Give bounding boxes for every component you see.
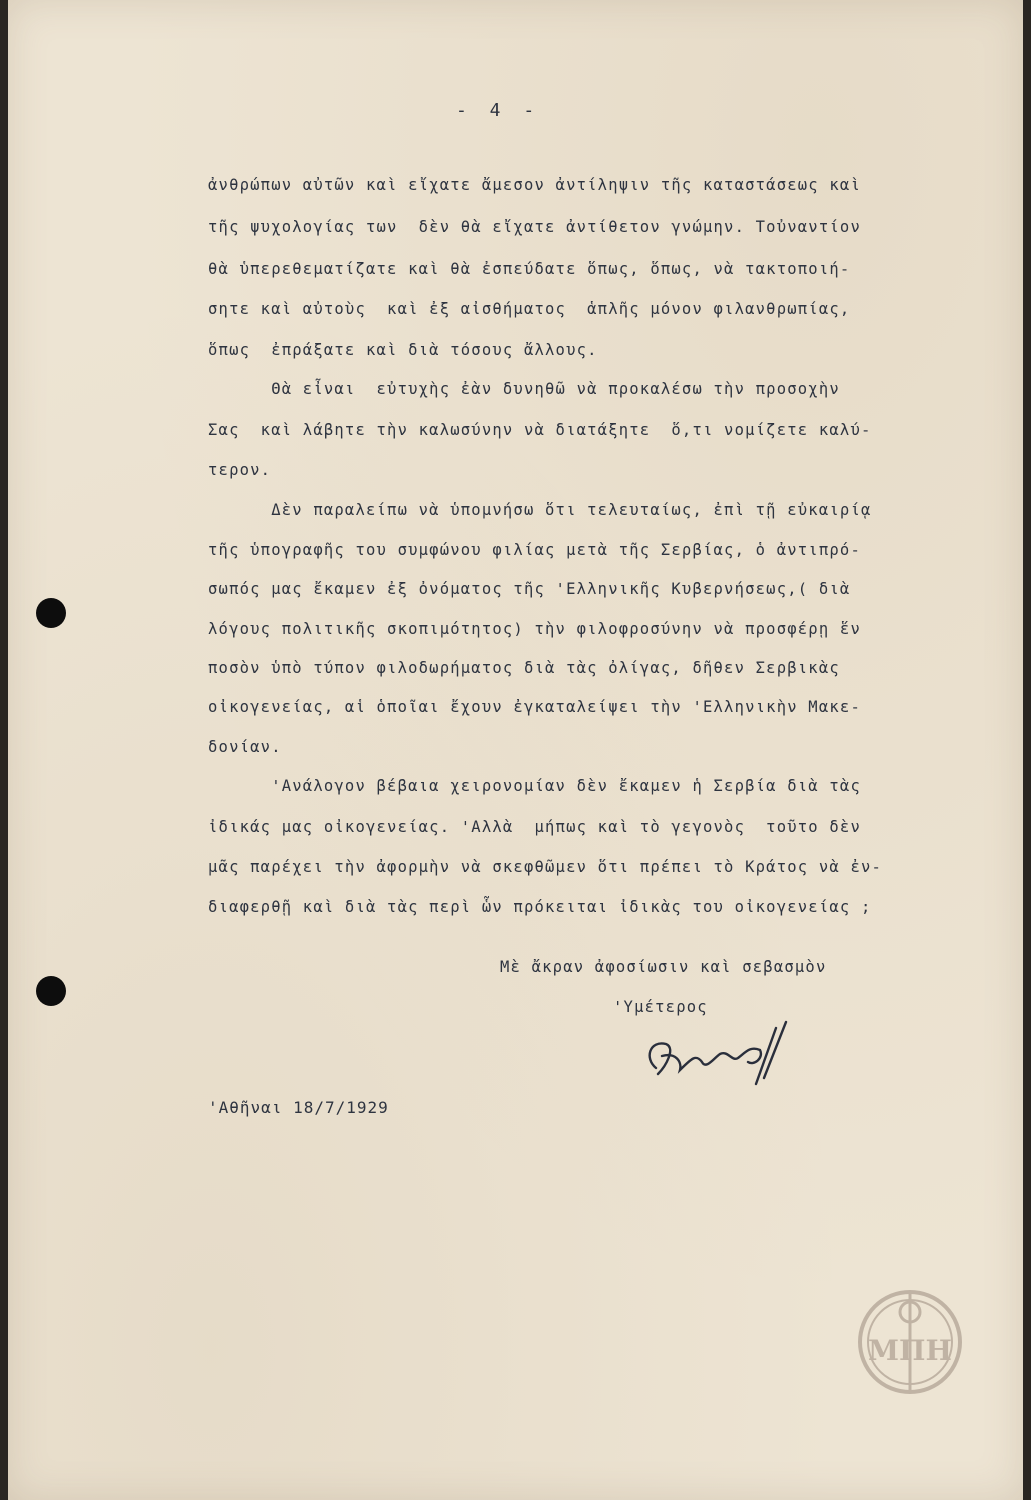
svg-text:ΜΠΗ: ΜΠΗ [868,1334,952,1367]
page-number: - 4 - [456,100,541,121]
body-line: ποσὸν ὑπὸ τύπον φιλοδωρήματος διὰ τὰς ὀλίγας, δῆθεν Σερβικὰς [208,659,840,677]
date-line: 'Αθῆναι 18/7/1929 [208,1098,389,1117]
body-line: διαφερθῇ καὶ διὰ τὰς περὶ ὧν πρόκειται ἰδικὰς του οἰκογενείας ; [208,898,872,916]
closing-salutation: Μὲ ἄκραν ἀφοσίωσιν καὶ σεβασμὸν [500,958,827,976]
body-line: Δὲν παραλείπω νὰ ὑπομνήσω ὅτι τελευταίως, ἐπὶ τῇ εὐκαιρίᾳ [208,501,872,519]
body-line: λόγους πολιτικῆς σκοπιμότητος) τὴν φιλοφροσύνην νὰ προσφέρῃ ἕν [208,620,861,638]
body-line: ἰδικάς μας οἰκογενείας. 'Αλλὰ μήπως καὶ τὸ γεγονὸς τοῦτο δὲν [208,818,861,836]
document-page [8,0,1023,1500]
archive-seal-stamp [856,1288,964,1396]
body-line: 'Ανάλογον βέβαια χειρονομίαν δὲν ἔκαμεν ἡ Σερβία διὰ τὰς [208,777,861,795]
body-line: Θὰ εἶναι εὐτυχὴς ἐὰν δυνηθῶ νὰ προκαλέσω τὴν προσοχὴν [208,380,840,398]
body-line: τῆς ὑπογραφῆς του συμφώνου φιλίας μετὰ τῆς Σερβίας, ὁ ἀντιπρό- [208,541,861,559]
body-line: μᾶς παρέχει τὴν ἀφορμὴν νὰ σκεφθῶμεν ὅτι πρέπει τὸ Κράτος νὰ ἐν- [208,858,883,876]
body-line: τῆς ψυχολογίας των δὲν θὰ εἴχατε ἀντίθετον γνώμην. Τοὐναντίον [208,218,861,236]
body-line: σητε καὶ αὐτοὺς καὶ ἐξ αἰσθήματος ἁπλῆς μόνον φιλανθρωπίας, [208,300,851,318]
body-line: σωπός μας ἔκαμεν ἐξ ὀνόματος τῆς 'Ελληνικῆς Κυβερνήσεως,( διὰ [208,580,851,598]
body-line: τερον. [208,461,272,479]
punch-hole-bottom [36,976,66,1006]
body-line: δονίαν. [208,738,282,756]
body-line: Σας καὶ λάβητε τὴν καλωσύνην νὰ διατάξητε ὅ,τι νομίζετε καλύ- [208,421,872,439]
punch-hole-top [36,598,66,628]
body-line: οἰκογενείας, αἱ ὁποῖαι ἔχουν ἐγκαταλείψει τὴν 'Ελληνικὴν Μακε- [208,698,861,716]
body-line: ὅπως ἐπράξατε καὶ διὰ τόσους ἄλλους. [208,341,598,359]
closing-subscript: 'Υμέτερος [613,998,708,1016]
handwritten-signature [636,1018,806,1088]
body-line: θὰ ὑπερεθεματίζατε καὶ θὰ ἐσπεύδατε ὅπως, ὅπως, νὰ τακτοποιή- [208,260,851,278]
body-line: ἀνθρώπων αὐτῶν καὶ εἴχατε ἄμεσον ἀντίληψιν τῆς καταστάσεως καὶ [208,176,861,194]
